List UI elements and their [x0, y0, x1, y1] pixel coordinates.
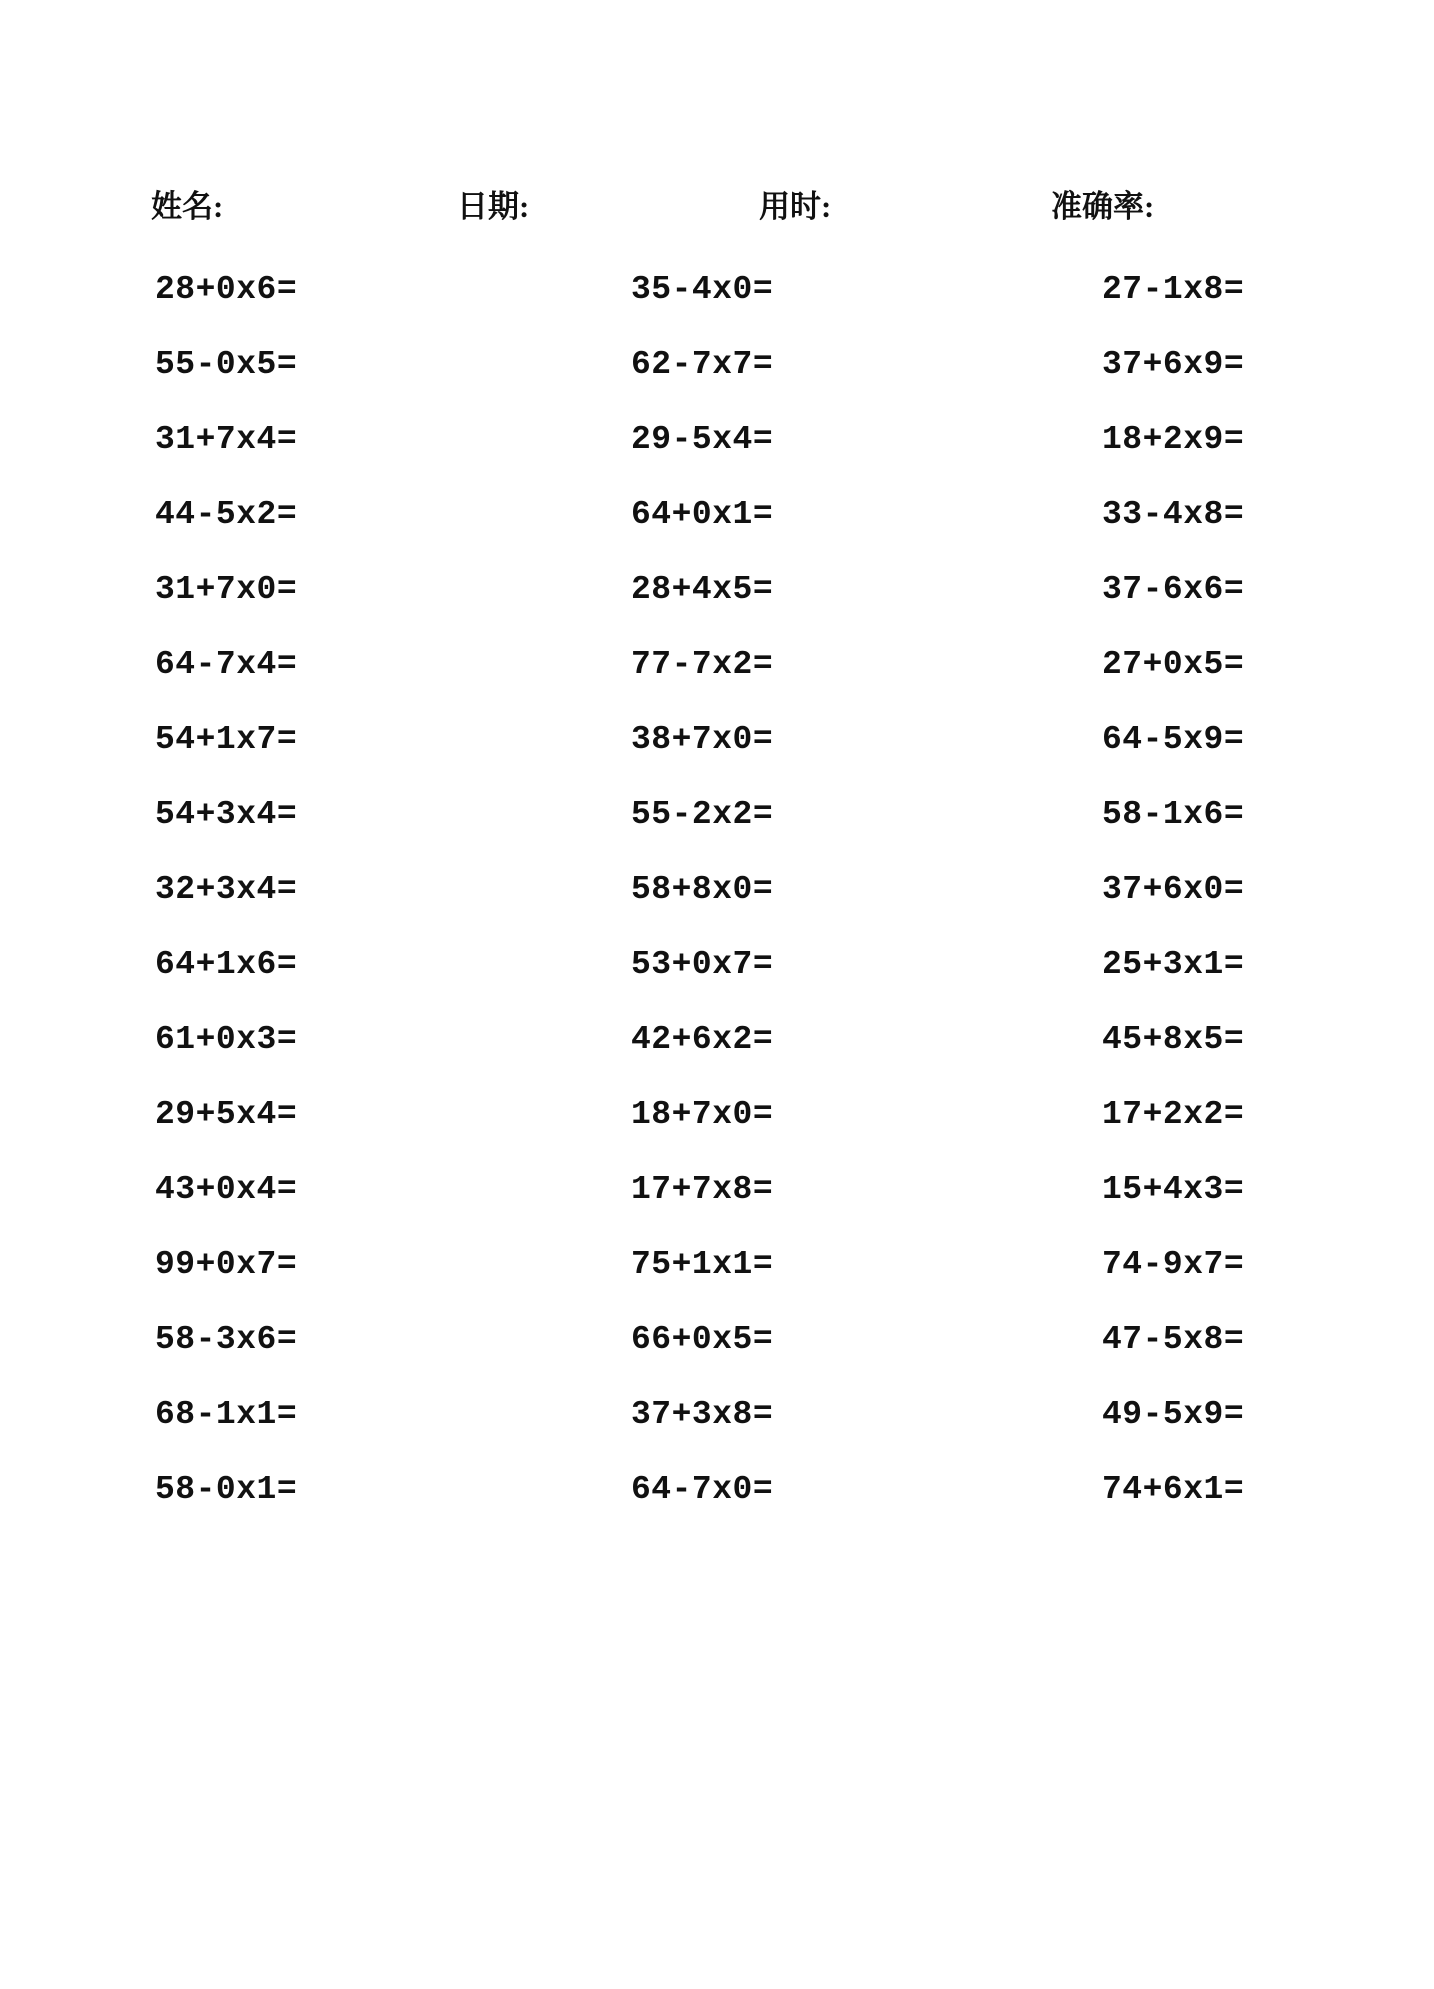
problem-expression: 27+0x5= — [1102, 645, 1245, 683]
problem-expression: 29+5x4= — [155, 1095, 298, 1133]
problem-expression: 17+7x8= — [631, 1170, 774, 1208]
problem-expression: 47-5x8= — [1102, 1320, 1245, 1358]
problem-expression: 61+0x3= — [155, 1020, 298, 1058]
problem-expression: 58-0x1= — [155, 1470, 298, 1508]
problem-row — [0, 702, 1434, 777]
problem-expression: 64+1x6= — [155, 945, 298, 983]
problem-expression: 74+6x1= — [1102, 1470, 1245, 1508]
problem-expression: 15+4x3= — [1102, 1170, 1245, 1208]
problem-expression: 45+8x5= — [1102, 1020, 1245, 1058]
name-field-label: 姓名: — [151, 189, 224, 224]
problem-row — [0, 552, 1434, 627]
problem-expression: 43+0x4= — [155, 1170, 298, 1208]
problem-expression: 55-0x5= — [155, 345, 298, 383]
problem-expression: 31+7x4= — [155, 420, 298, 458]
problem-expression: 64-7x4= — [155, 645, 298, 683]
problem-expression: 75+1x1= — [631, 1245, 774, 1283]
problem-expression: 18+2x9= — [1102, 420, 1245, 458]
problem-expression: 64+0x1= — [631, 495, 774, 533]
problem-row — [0, 1452, 1434, 1527]
problem-row — [0, 1227, 1434, 1302]
problem-row — [0, 1302, 1434, 1377]
problem-expression: 28+0x6= — [155, 270, 298, 308]
problem-expression: 35-4x0= — [631, 270, 774, 308]
problem-expression: 55-2x2= — [631, 795, 774, 833]
problem-expression: 64-7x0= — [631, 1470, 774, 1508]
problem-expression: 58+8x0= — [631, 870, 774, 908]
problem-row — [0, 1002, 1434, 1077]
problem-row — [0, 1377, 1434, 1452]
problem-expression: 25+3x1= — [1102, 945, 1245, 983]
problem-expression: 31+7x0= — [155, 570, 298, 608]
problem-row — [0, 777, 1434, 852]
problem-expression: 33-4x8= — [1102, 495, 1245, 533]
problem-expression: 53+0x7= — [631, 945, 774, 983]
problem-expression: 58-3x6= — [155, 1320, 298, 1358]
problem-expression: 68-1x1= — [155, 1395, 298, 1433]
problem-row — [0, 402, 1434, 477]
problem-expression: 99+0x7= — [155, 1245, 298, 1283]
problem-expression: 17+2x2= — [1102, 1095, 1245, 1133]
problem-expression: 42+6x2= — [631, 1020, 774, 1058]
problem-expression: 18+7x0= — [631, 1095, 774, 1133]
problem-row — [0, 327, 1434, 402]
problem-row — [0, 477, 1434, 552]
problem-expression: 28+4x5= — [631, 570, 774, 608]
problem-expression: 38+7x0= — [631, 720, 774, 758]
problem-expression: 37+6x0= — [1102, 870, 1245, 908]
problem-row — [0, 627, 1434, 702]
problem-expression: 54+1x7= — [155, 720, 298, 758]
problem-expression: 37+3x8= — [631, 1395, 774, 1433]
problems-grid — [0, 252, 1434, 1527]
problem-expression: 37+6x9= — [1102, 345, 1245, 383]
problem-expression: 44-5x2= — [155, 495, 298, 533]
problem-expression: 64-5x9= — [1102, 720, 1245, 758]
problem-expression: 66+0x5= — [631, 1320, 774, 1358]
problem-row — [0, 852, 1434, 927]
problem-expression: 74-9x7= — [1102, 1245, 1245, 1283]
problem-row — [0, 927, 1434, 1002]
problem-row — [0, 1077, 1434, 1152]
problem-expression: 62-7x7= — [631, 345, 774, 383]
problem-row — [0, 1152, 1434, 1227]
problem-expression: 27-1x8= — [1102, 270, 1245, 308]
problem-row — [0, 252, 1434, 327]
problem-expression: 49-5x9= — [1102, 1395, 1245, 1433]
accuracy-field-label: 准确率: — [1051, 189, 1155, 224]
problem-expression: 77-7x2= — [631, 645, 774, 683]
problem-expression: 54+3x4= — [155, 795, 298, 833]
problem-expression: 58-1x6= — [1102, 795, 1245, 833]
problem-expression: 29-5x4= — [631, 420, 774, 458]
problem-expression: 37-6x6= — [1102, 570, 1245, 608]
time-used-field-label: 用时: — [759, 189, 832, 224]
worksheet-header — [0, 190, 1434, 230]
date-field-label: 日期: — [457, 189, 530, 224]
problem-expression: 32+3x4= — [155, 870, 298, 908]
